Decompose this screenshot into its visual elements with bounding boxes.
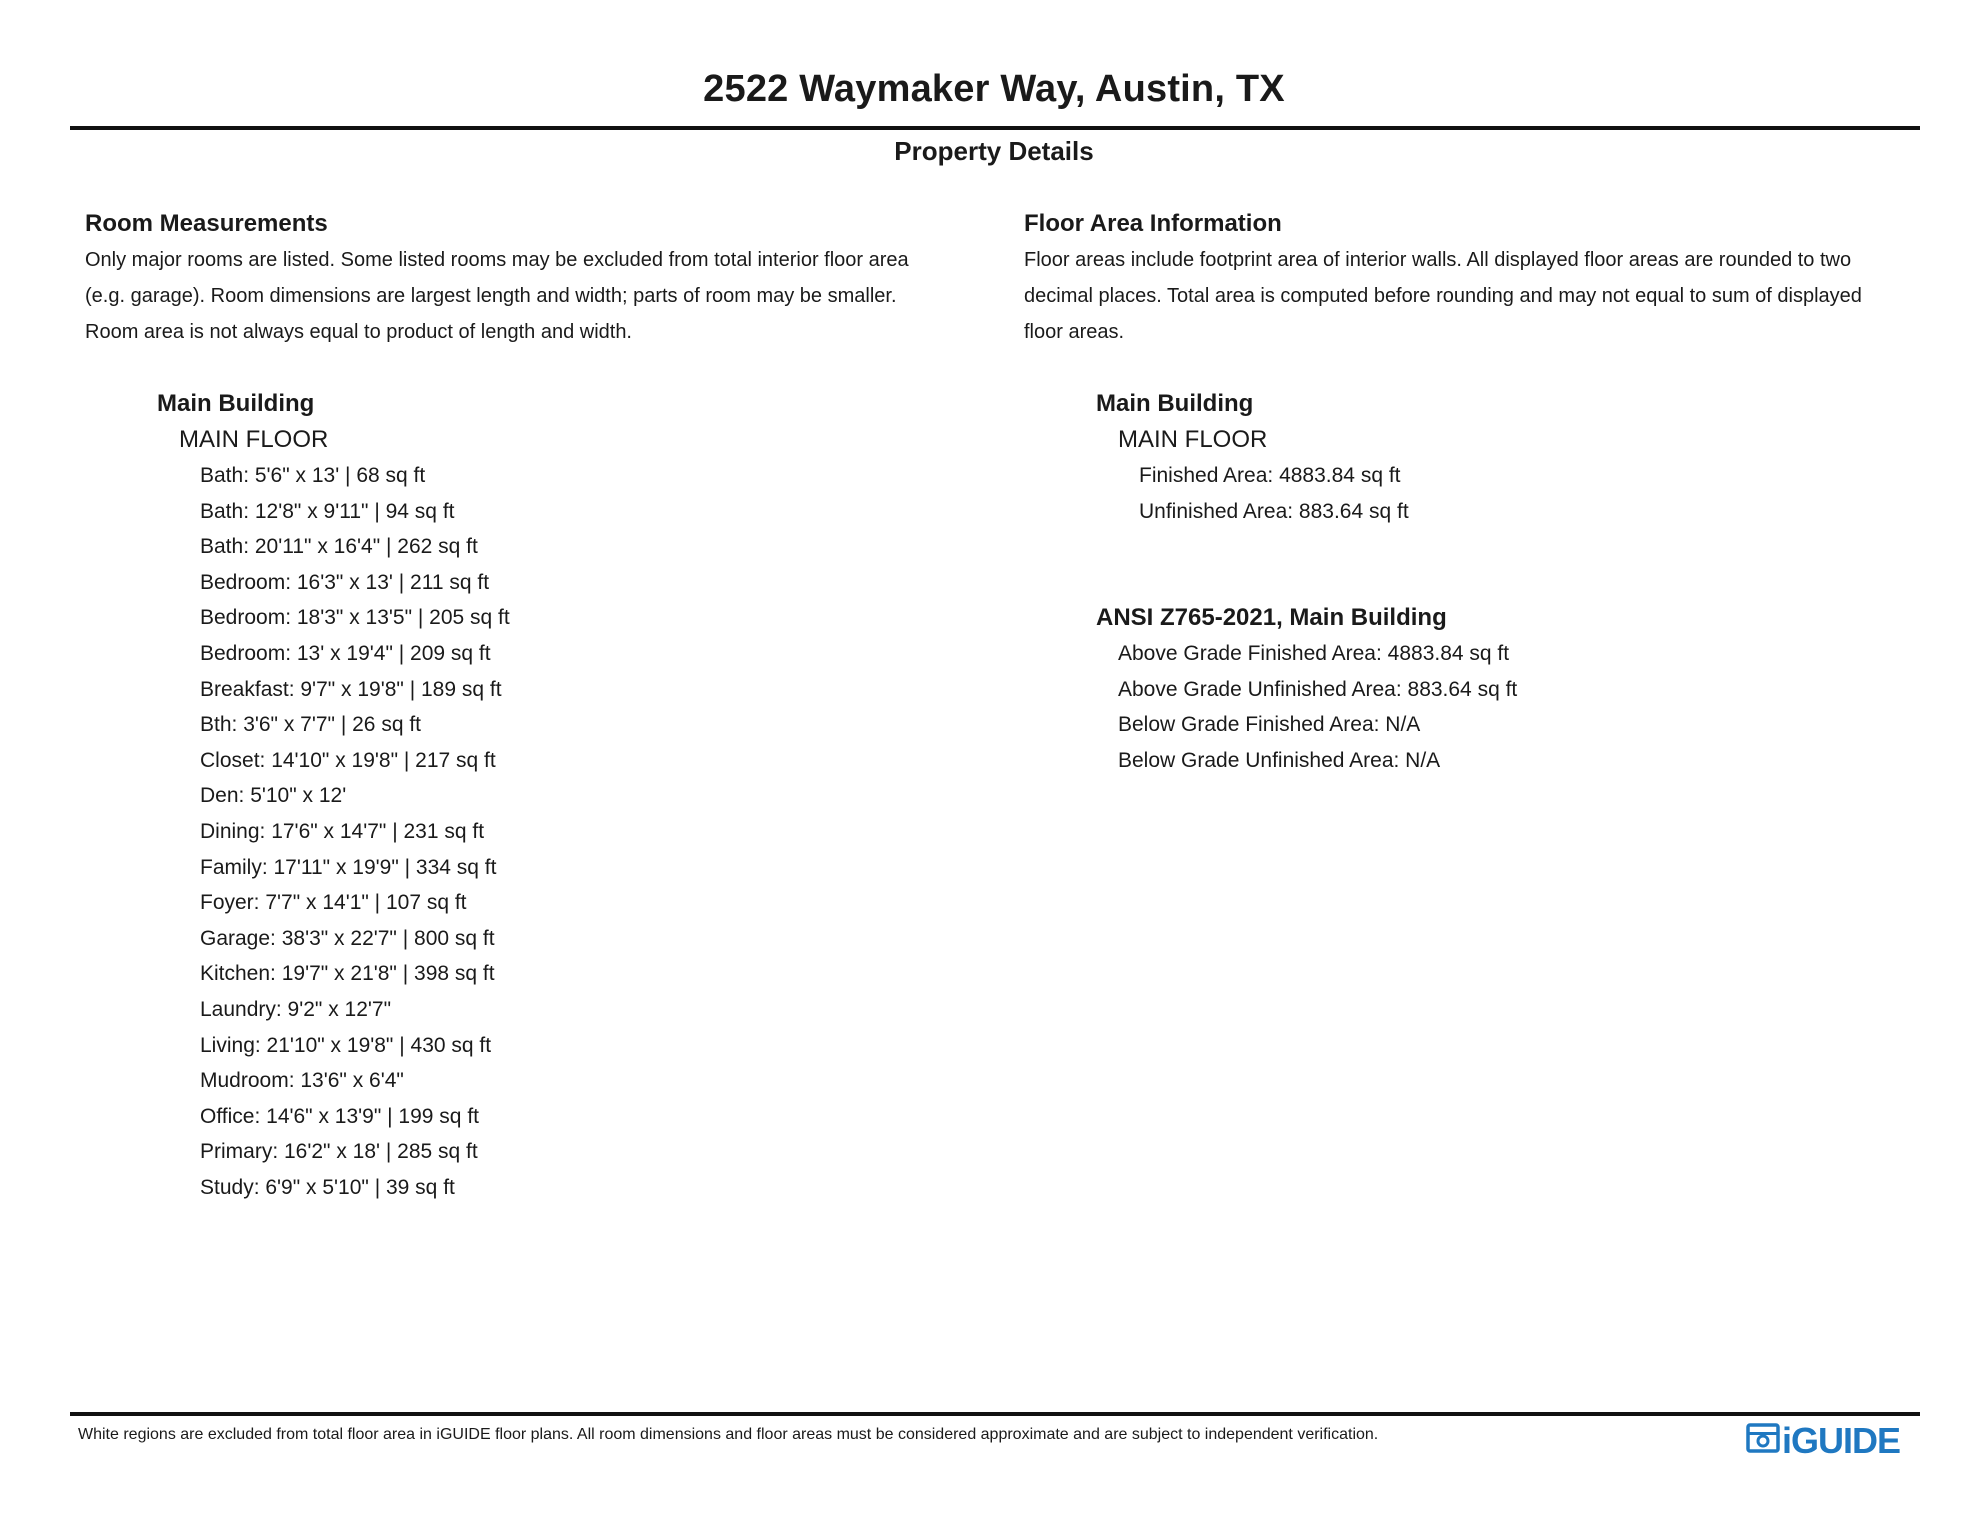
floor-area-heading: Floor Area Information — [1024, 210, 1282, 237]
room-item: Kitchen: 19'7" x 21'8" | 398 sq ft — [200, 962, 495, 986]
room-item: Bath: 5'6" x 13' | 68 sq ft — [200, 464, 426, 487]
iguide-camera-icon — [1746, 1420, 1782, 1462]
description-line: floor areas. — [1024, 321, 1125, 343]
room-item: Bth: 3'6" x 7'7" | 26 sq ft — [200, 713, 422, 737]
room-item: Den: 5'10" x 12' — [200, 784, 347, 808]
room-item: Garage: 38'3" x 22'7" | 800 sq ft — [200, 926, 495, 950]
description-line: Only major rooms are listed. Some listed rooms may be excluded from total interior floor area — [85, 249, 909, 271]
floor-area-description — [1024, 242, 1944, 350]
iguide-logo — [1746, 1420, 1900, 1462]
ansi-item: Below Grade Unfinished Area: N/A — [1118, 748, 1441, 772]
description-line: Floor areas include footprint area of interior walls. All displayed floor areas are rounded to two — [1024, 249, 1852, 271]
room-item: Laundry: 9'2" x 12'7" — [200, 997, 392, 1021]
page-subtitle: Property Details — [894, 136, 1094, 166]
room-item: Living: 21'10" x 19'8" | 430 sq ft — [200, 1033, 492, 1057]
room-item: Study: 6'9" x 5'10" | 39 sq ft — [200, 1175, 455, 1199]
room-item: Primary: 16'2" x 18' | 285 sq ft — [200, 1140, 478, 1164]
ansi-item: Above Grade Unfinished Area: 883.64 sq ft — [1118, 677, 1518, 701]
area-building-heading: Main Building — [1096, 390, 1254, 417]
room-building-heading: Main Building — [157, 390, 315, 417]
area-list — [1139, 458, 1409, 529]
room-item: Bedroom: 13' x 19'4" | 209 sq ft — [200, 641, 491, 665]
room-floor-label: MAIN FLOOR — [179, 426, 329, 453]
room-item: Bath: 12'8" x 9'11" | 94 sq ft — [200, 499, 455, 523]
room-item: Foyer: 7'7" x 14'1" | 107 sq ft — [200, 891, 467, 915]
room-item: Mudroom: 13'6" x 6'4" — [200, 1069, 404, 1093]
area-floor-label: MAIN FLOOR — [1118, 426, 1268, 453]
page-title: 2522 Waymaker Way, Austin, TX — [703, 68, 1285, 110]
ansi-item: Below Grade Finished Area: N/A — [1118, 713, 1421, 737]
floor-area-section — [1024, 206, 1944, 770]
area-item: Unfinished Area: 883.64 sq ft — [1139, 499, 1409, 523]
description-line: decimal places. Total area is computed before rounding and may not equal to sum of displayed — [1024, 285, 1862, 307]
room-measurements-heading: Room Measurements — [85, 210, 328, 237]
ansi-heading: ANSI Z765-2021, Main Building — [1096, 604, 1447, 631]
footer-divider — [70, 1412, 1920, 1416]
room-item: Office: 14'6" x 13'9" | 199 sq ft — [200, 1104, 479, 1128]
room-item: Bedroom: 16'3" x 13' | 211 sq ft — [200, 570, 490, 594]
room-item: Breakfast: 9'7" x 19'8" | 189 sq ft — [200, 677, 502, 701]
description-line: (e.g. garage). Room dimensions are largest length and width; parts of room may be smaller. — [85, 285, 897, 307]
room-item: Closet: 14'10" x 19'8" | 217 sq ft — [200, 748, 496, 772]
description-line: Room area is not always equal to product of length and width. — [85, 321, 632, 343]
room-measurements-description — [85, 242, 985, 350]
footer-disclaimer: White regions are excluded from total floor area in iGUIDE floor plans. All room dimensions and floor areas must be considered approximate and are subject to independent verification. — [78, 1426, 1379, 1443]
ansi-list — [1118, 636, 1517, 778]
ansi-item: Above Grade Finished Area: 4883.84 sq ft — [1118, 642, 1510, 665]
room-measurements-section — [85, 206, 985, 1199]
room-item: Family: 17'11" x 19'9" | 334 sq ft — [200, 855, 497, 879]
room-item: Bath: 20'11" x 16'4" | 262 sq ft — [200, 535, 478, 559]
room-list — [200, 458, 510, 1205]
room-item: Dining: 17'6" x 14'7" | 231 sq ft — [200, 819, 485, 843]
iguide-logo-text: iGUIDE — [1782, 1420, 1901, 1461]
header-divider — [70, 126, 1920, 130]
room-item: Bedroom: 18'3" x 13'5" | 205 sq ft — [200, 606, 510, 630]
area-item: Finished Area: 4883.84 sq ft — [1139, 464, 1401, 487]
